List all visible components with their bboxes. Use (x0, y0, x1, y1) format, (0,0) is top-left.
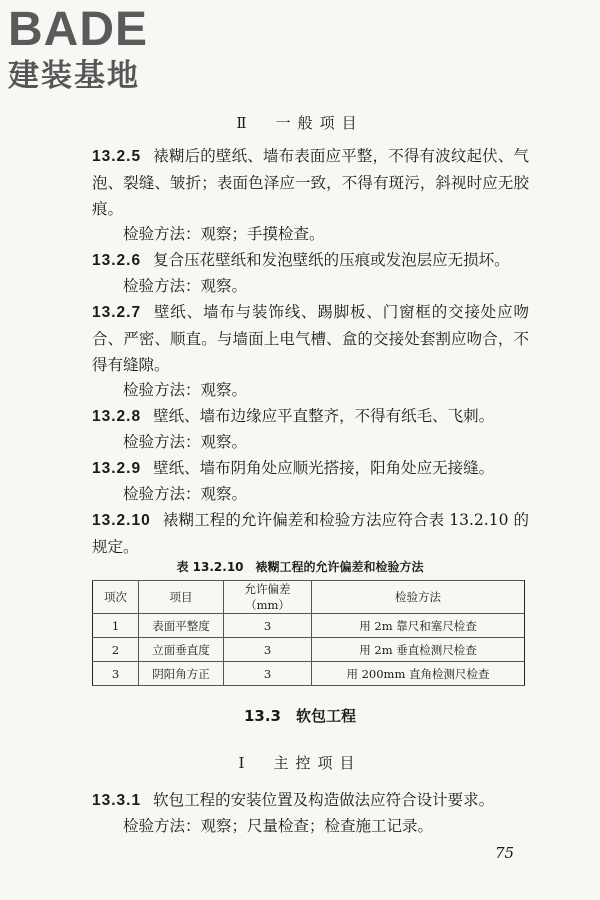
page-number: 75 (495, 844, 515, 862)
clause-number: 13.2.5 (92, 148, 142, 165)
clause-13-2-5 (92, 143, 529, 222)
header-item-no: 项次 (93, 581, 139, 614)
cell-tolerance: 3 (224, 662, 312, 686)
cell-method: 用 2m 靠尺和塞尺检查 (312, 614, 525, 638)
clause-13-2-7 (92, 299, 529, 378)
clause-number: 13.3.1 (92, 792, 142, 809)
cell-tolerance: 3 (224, 614, 312, 638)
cell-item-no: 3 (93, 662, 139, 686)
clause-13-3-1 (92, 787, 529, 814)
clause-text: 裱糊工程的允许偏差和检验方法应符合表 13.2.10 的规定。 (92, 511, 529, 556)
clause-number: 13.2.8 (92, 408, 142, 425)
clause-text: 壁纸、墙布阴角处应顺光搭接，阳角处应无接缝。 (153, 459, 495, 477)
clause-text: 裱糊后的壁纸、墙布表面应平整，不得有波纹起伏、气泡、裂缝、皱折；表面色泽应一致，不得有斑污，斜视时应无胶痕。 (92, 147, 529, 218)
table-row (93, 662, 525, 686)
header-item: 项目 (139, 581, 224, 614)
clause-text: 软包工程的安装位置及构造做法应符合设计要求。 (153, 791, 495, 809)
inspection-method: 检验方法：观察。 (123, 277, 248, 295)
cell-item-no: 2 (93, 638, 139, 662)
table-title: 表 13.2.10 裱糊工程的允许偏差和检验方法 (176, 560, 424, 574)
section-heading-general: Ⅱ 一般项目 (236, 114, 364, 132)
cell-item-no: 1 (93, 614, 139, 638)
cell-item: 立面垂直度 (139, 638, 224, 662)
clause-number: 13.2.10 (92, 512, 151, 529)
inspection-method: 检验方法：观察。 (123, 485, 248, 503)
bade-logo (8, 4, 178, 94)
cell-tolerance: 3 (224, 638, 312, 662)
logo-wordmark: BADE (8, 3, 149, 56)
clause-number: 13.2.7 (92, 304, 142, 321)
header-method: 检验方法 (312, 581, 525, 614)
tolerance-table (92, 580, 525, 686)
table-header-row (93, 581, 525, 614)
inspection-method: 检验方法：观察。 (123, 381, 248, 399)
table-row (93, 614, 525, 638)
inspection-method: 检验方法：观察；手摸检查。 (123, 225, 325, 243)
clause-number: 13.2.6 (92, 252, 142, 269)
header-tolerance: 允许偏差（mm） (224, 581, 312, 614)
inspection-method: 检验方法：观察。 (123, 433, 248, 451)
clause-13-2-9 (92, 455, 529, 482)
logo-subtitle: 建装基地 (8, 58, 140, 94)
inspection-method: 检验方法：观察；尺量检查；检查施工记录。 (123, 817, 434, 835)
table-row (93, 638, 525, 662)
clause-13-2-8 (92, 403, 529, 430)
clause-text: 复合压花壁纸和发泡壁纸的压痕或发泡层应无损坏。 (153, 251, 510, 269)
clause-text: 壁纸、墙布边缘应平直整齐，不得有纸毛、飞刺。 (153, 407, 495, 425)
cell-item: 阴阳角方正 (139, 662, 224, 686)
cell-method: 用 2m 垂直检测尺检查 (312, 638, 525, 662)
clause-13-2-6 (92, 247, 529, 274)
section-heading-13-3: 13.3 软包工程 (243, 707, 356, 725)
clause-text: 壁纸、墙布与装饰线、踢脚板、门窗框的交接处应吻合、严密、顺直。与墙面上电气槽、盒的交接处套割应吻合，不得有缝隙。 (92, 303, 529, 374)
clause-number: 13.2.9 (92, 460, 142, 477)
cell-method: 用 200mm 直角检测尺检查 (312, 662, 525, 686)
clause-13-2-10 (92, 507, 529, 560)
section-heading-main-control: Ⅰ 主控项目 (238, 754, 362, 772)
cell-item: 表面平整度 (139, 614, 224, 638)
